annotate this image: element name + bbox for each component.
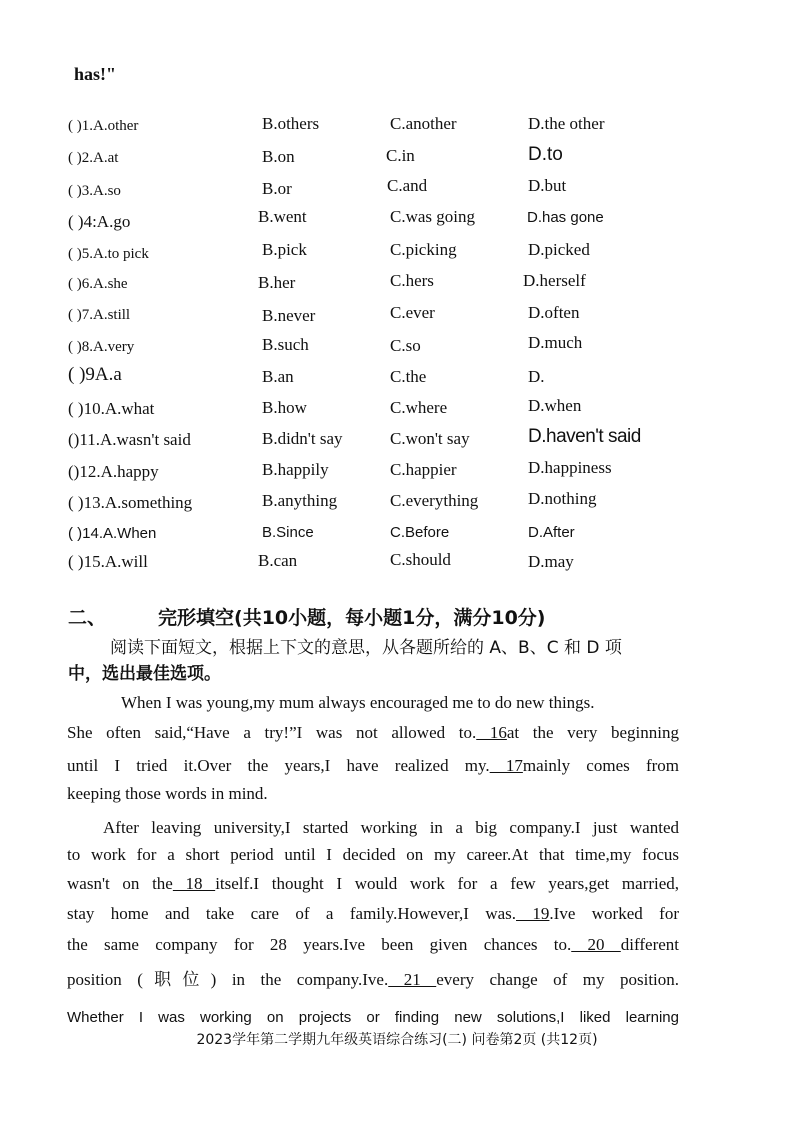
passage-line: position (职位) in the company.Ive. 21 every change of my position. bbox=[67, 970, 680, 989]
question-stem: ()12.A.happy bbox=[68, 462, 159, 481]
blank-19: 19 bbox=[516, 904, 550, 923]
option-b: B.on bbox=[262, 147, 295, 166]
option-c: C.Before bbox=[390, 524, 450, 541]
option-b: B.pick bbox=[262, 240, 307, 259]
passage-line: wasn't on the 18 itself.I thought I would work for a few years,get married, bbox=[67, 874, 680, 893]
passage-line: keeping those words in mind. bbox=[67, 784, 268, 803]
passage-line: Whether I was working on projects or finding new solutions,I liked learning bbox=[67, 1009, 679, 1026]
option-d: D. bbox=[528, 367, 545, 386]
option-d: D.picked bbox=[528, 240, 590, 259]
option-d: D.the other bbox=[528, 114, 605, 133]
option-c: C.everything bbox=[390, 491, 479, 510]
option-d: D.nothing bbox=[528, 489, 597, 508]
question-stem: ( )3.A.so bbox=[68, 183, 121, 199]
blank-20: 20 bbox=[571, 935, 621, 954]
option-b: B.didn't say bbox=[262, 429, 343, 448]
option-b: B.an bbox=[262, 367, 294, 386]
question-stem: ()11.A.wasn't said bbox=[68, 430, 191, 449]
option-d: D.may bbox=[528, 552, 574, 571]
option-b: B.went bbox=[258, 207, 307, 226]
question-stem: ( )8.A.very bbox=[68, 339, 135, 355]
header-fragment: has!" bbox=[74, 64, 117, 84]
option-c: C.picking bbox=[390, 240, 457, 259]
option-c: C.another bbox=[390, 114, 457, 133]
option-c: C.should bbox=[390, 550, 451, 569]
option-b: B.happily bbox=[262, 460, 329, 479]
option-d: D.has gone bbox=[527, 209, 604, 226]
option-c: C.the bbox=[390, 367, 427, 386]
option-c: C.hers bbox=[390, 271, 434, 290]
question-stem: ( )4:A.go bbox=[68, 212, 131, 231]
option-b: B.such bbox=[262, 335, 309, 354]
option-b: B.can bbox=[258, 551, 298, 570]
section-heading bbox=[68, 603, 546, 630]
passage-line: stay home and take care of a family.However,I was. 19.Ive worked for bbox=[67, 904, 679, 923]
passage-line: After leaving university,I started working in a big company.I just wanted bbox=[103, 818, 679, 837]
question-stem: ( )13.A.something bbox=[68, 493, 193, 512]
option-c: C.won't say bbox=[390, 429, 470, 448]
option-c: C.was going bbox=[390, 207, 475, 226]
option-b: B.Since bbox=[262, 524, 314, 541]
section-instruction: 阅读下面短文，根据上下文的意思，从各题所给的 A、B、C 和 D 项 bbox=[110, 638, 622, 658]
question-stem: ( )9A.a bbox=[68, 364, 122, 385]
option-c: C.ever bbox=[390, 303, 435, 322]
question-stem: ( )10.A.what bbox=[68, 399, 155, 418]
option-d: D.when bbox=[528, 396, 582, 415]
page-footer: 2023学年第二学期九年级英语综合练习(二) 问卷第2页 (共12页) bbox=[196, 1032, 598, 1048]
passage-line: until I tried it.Over the years,I have realized my. 17mainly comes from bbox=[67, 756, 679, 775]
option-d: D.herself bbox=[523, 271, 586, 290]
passage-line: When I was young,my mum always encouraged me to do new things. bbox=[121, 693, 595, 712]
blank-21: 21 bbox=[388, 970, 437, 989]
option-c: C.happier bbox=[390, 460, 457, 479]
option-d: D.haven't said bbox=[528, 426, 641, 447]
blank-18: 18 bbox=[172, 874, 216, 893]
option-b: B.her bbox=[258, 273, 296, 292]
question-stem: ( )6.A.she bbox=[68, 276, 128, 292]
question-stem: ( )15.A.will bbox=[68, 552, 148, 571]
option-b: B.or bbox=[262, 179, 292, 198]
option-b: B.how bbox=[262, 398, 307, 417]
passage-line: the same company for 28 years.Ive been given chances to. 20 different bbox=[67, 935, 679, 954]
question-stem: ( )14.A.When bbox=[68, 525, 157, 542]
passage-line: to work for a short period until I decided on my career.At that time,my focus bbox=[67, 845, 679, 864]
section-instruction-continued: 中，选出最佳选项。 bbox=[68, 664, 221, 684]
option-d: D.but bbox=[528, 176, 567, 195]
blank-16: 16 bbox=[476, 723, 507, 742]
question-stem: ( )1.A.other bbox=[68, 118, 139, 134]
option-c: C.so bbox=[390, 336, 421, 355]
blank-17: 17 bbox=[489, 756, 523, 775]
option-d: D.After bbox=[528, 524, 575, 541]
question-stem: ( )5.A.to pick bbox=[68, 246, 149, 262]
option-b: B.others bbox=[262, 114, 320, 133]
option-d: D.to bbox=[528, 144, 563, 165]
section-title: 完形填空(共10小题，每小题1分，满分10分) bbox=[158, 607, 546, 629]
section-number: 二、 bbox=[68, 607, 107, 629]
option-d: D.happiness bbox=[528, 458, 612, 477]
option-c: C.in bbox=[386, 146, 415, 165]
option-d: D.much bbox=[528, 333, 583, 352]
option-c: C.and bbox=[387, 176, 428, 195]
option-b: B.never bbox=[262, 306, 316, 325]
question-stem: ( )2.A.at bbox=[68, 150, 119, 166]
question-stem: ( )7.A.still bbox=[68, 307, 131, 323]
option-b: B.anything bbox=[262, 491, 338, 510]
option-c: C.where bbox=[390, 398, 448, 417]
option-d: D.often bbox=[528, 303, 580, 322]
passage-line: She often said,“Have a try!”I was not allowed to. 16at the very beginning bbox=[67, 723, 679, 742]
